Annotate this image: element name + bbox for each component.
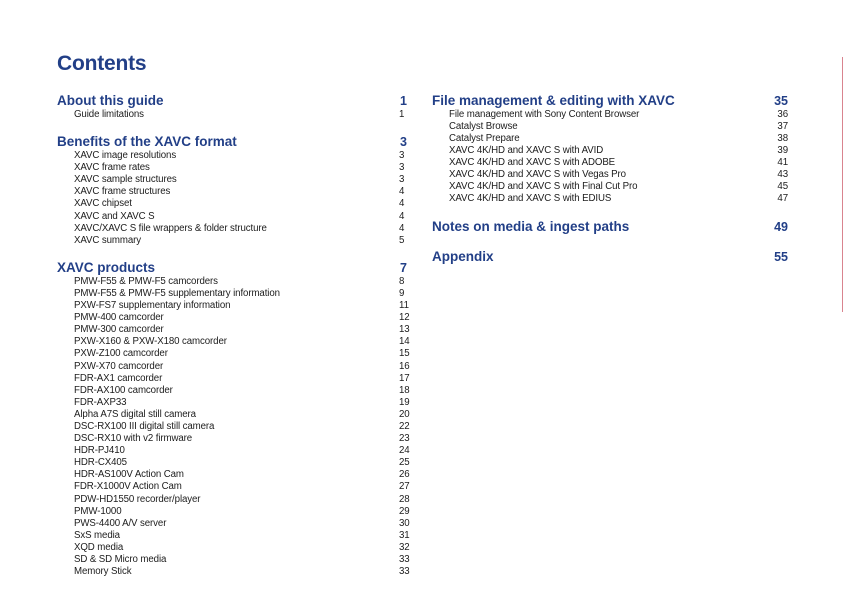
section-title: Appendix [432,249,494,264]
entry-label: Catalyst Prepare [449,133,520,144]
entry-label: XAVC and XAVC S [74,210,155,222]
entry-label: XAVC 4K/HD and XAVC S with Final Cut Pro [449,181,638,192]
toc-entries [57,150,407,247]
entry-label: Memory Stick [74,566,132,578]
entry-label: SxS media [74,529,120,541]
entry-label: File management with Sony Content Browser [449,109,640,120]
section-page: 49 [774,220,788,234]
toc-entries [432,109,788,205]
entry-page: 27 [399,481,410,493]
toc-entry[interactable] [57,288,407,300]
entry-page: 41 [777,157,788,168]
toc-entry[interactable] [432,169,788,181]
toc-entry[interactable] [57,457,410,469]
entry-page: 8 [399,275,405,287]
toc-entry[interactable] [57,517,410,530]
entry-page: 20 [399,408,410,420]
toc-section-heading[interactable] [432,249,788,265]
toc-section-heading[interactable] [432,219,788,235]
entry-page: 4 [399,210,405,222]
toc-entry[interactable] [432,181,788,193]
entry-page: 4 [399,186,405,198]
toc-entry[interactable] [57,276,407,288]
toc-section-heading[interactable] [432,93,788,109]
toc-entry[interactable] [57,420,410,433]
entry-page: 5 [399,234,405,246]
entry-page: 33 [399,554,410,565]
entry-page: 39 [777,145,788,156]
entry-page: 14 [399,336,410,348]
entry-page: 19 [399,396,410,408]
toc-entry[interactable] [57,433,410,445]
entry-label: FDR-X1000V Action Cam [74,481,182,493]
entry-page: 4 [399,222,405,234]
toc-entry[interactable] [57,235,407,247]
entry-label: PDW-HD1550 recorder/player [74,493,201,505]
entry-label: XAVC 4K/HD and XAVC S with ADOBE [449,157,616,168]
toc-entry[interactable] [57,360,410,373]
entry-page: 37 [777,121,788,132]
entry-label: Guide limitations [74,109,144,120]
toc-section [432,93,788,205]
entry-label: XAVC/XAVC S file wrappers & folder structure [74,222,267,234]
entry-label: XAVC sample structures [74,174,177,186]
toc-section [57,93,407,121]
toc-entry[interactable] [432,109,788,121]
entry-page: 32 [399,541,410,553]
entry-page: 25 [399,457,410,469]
entry-page: 3 [399,162,405,174]
entry-label: Catalyst Browse [449,121,518,132]
toc-entry[interactable] [57,324,410,336]
toc-entry[interactable] [57,493,410,506]
toc-entry[interactable] [57,566,410,578]
section-page: 3 [400,135,407,150]
entry-page: 12 [399,312,410,324]
toc-entries [57,109,407,121]
entry-label: FDR-AX1 camcorder [74,372,163,384]
entry-page: 23 [399,433,410,445]
toc-entry[interactable] [432,145,788,157]
entry-page: 26 [399,469,410,481]
toc-entry[interactable] [432,157,788,169]
toc-entry[interactable] [57,186,407,198]
toc-entry[interactable] [57,469,410,481]
entry-page: 33 [399,566,410,578]
section-page: 55 [774,250,788,264]
toc-entry[interactable] [57,529,410,542]
entry-label: Alpha A7S digital still camera [74,408,196,420]
toc-entry[interactable] [57,505,410,518]
entry-page: 30 [399,517,410,529]
entry-page: 43 [777,169,788,180]
toc-entries [57,275,410,578]
page-edge-rule [842,57,843,312]
section-page: 1 [400,94,407,108]
entry-page: 4 [399,198,405,210]
entry-label: XAVC 4K/HD and XAVC S with EDIUS [449,193,612,204]
toc-entry[interactable] [57,554,410,566]
toc-entry[interactable] [57,336,410,348]
entry-page: 3 [399,174,405,186]
entry-label: XAVC 4K/HD and XAVC S with Vegas Pro [449,169,626,180]
section-page: 7 [400,260,407,275]
toc-section-heading[interactable] [57,93,407,109]
entry-page: 22 [399,420,410,432]
toc-section-heading[interactable] [57,260,407,276]
entry-page: 1 [399,109,405,120]
toc-entry[interactable] [432,133,788,145]
toc-entry[interactable] [57,150,407,162]
entry-page: 3 [399,150,405,162]
entry-label: PMW-F55 & PMW-F5 camcorders [74,275,218,287]
entry-page: 28 [399,493,410,505]
toc-entry[interactable] [57,408,410,421]
entry-label: HDR-PJ410 [74,445,125,457]
entry-label: PXW-Z100 camcorder [74,348,168,360]
toc-left-column [57,93,410,583]
entry-label: XAVC image resolutions [74,150,177,162]
toc-entry[interactable] [57,312,410,324]
entry-page: 24 [399,445,410,457]
entry-label: PMW-400 camcorder [74,312,164,324]
entry-page: 45 [777,181,788,192]
entry-label: FDR-AXP33 [74,396,127,408]
entry-page: 18 [399,384,410,396]
toc-entry[interactable] [57,223,407,235]
toc-entry[interactable] [57,211,407,223]
entry-label: DSC-RX10 with v2 firmware [74,433,193,445]
entry-label: PMW-1000 [74,505,122,517]
entry-page: 11 [399,300,409,312]
entry-label: PMW-F55 & PMW-F5 supplementary information [74,287,280,299]
toc-section [432,219,788,235]
entry-page: 16 [399,360,410,372]
section-title: File management & editing with XAVC [432,93,675,108]
entry-label: XAVC summary [74,234,141,246]
toc-section [57,259,410,578]
toc-entry[interactable] [57,198,407,210]
entry-label: HDR-AS100V Action Cam [74,469,184,481]
toc-entry[interactable] [57,372,410,385]
entry-label: XQD media [74,541,124,553]
toc-entry[interactable] [57,162,407,174]
section-title: Benefits of the XAVC format [57,134,237,150]
entry-label: PMW-300 camcorder [74,324,164,336]
entry-page: 9 [399,287,405,299]
section-title: XAVC products [57,259,156,275]
entry-page: 31 [399,529,410,541]
entry-label: PXW-FS7 supplementary information [74,300,231,312]
entry-page: 15 [399,348,410,360]
toc-entry[interactable] [57,541,410,554]
toc-section-heading[interactable] [57,134,407,150]
entry-page: 36 [777,109,788,120]
toc-right-column [432,93,788,265]
entry-label: XAVC 4K/HD and XAVC S with AVID [449,145,604,156]
toc-section [432,249,788,265]
entry-page: 29 [399,505,410,517]
entry-page: 47 [777,193,788,204]
toc-entry[interactable] [57,481,410,493]
entry-page: 13 [399,324,410,336]
entry-label: SD & SD Micro media [74,554,167,565]
toc-entry[interactable] [57,348,410,360]
toc-entry[interactable] [57,396,410,409]
entry-label: XAVC chipset [74,198,132,210]
toc-entry[interactable] [432,193,788,205]
toc-entry[interactable] [57,445,410,457]
entry-label: PWS-4400 A/V server [74,517,167,529]
entry-label: PXW-X160 & PXW-X180 camcorder [74,336,227,348]
entry-label: FDR-AX100 camcorder [74,384,173,396]
toc-entry[interactable] [57,384,410,397]
entry-label: DSC-RX100 III digital still camera [74,420,215,432]
entry-page: 17 [399,372,410,384]
section-title: Notes on media & ingest paths [432,219,630,234]
toc-entry[interactable] [57,174,407,186]
entry-label: PXW-X70 camcorder [74,360,164,372]
toc-entry[interactable] [432,121,788,133]
toc-section [57,134,407,247]
section-page: 35 [774,94,788,108]
toc-entry[interactable] [57,300,407,312]
entry-page: 38 [777,133,788,144]
toc-entry[interactable] [57,109,407,121]
section-title: About this guide [57,93,164,108]
page-title: Contents [57,52,147,75]
entry-label: XAVC frame structures [74,186,171,198]
entry-label: XAVC frame rates [74,162,150,174]
entry-label: HDR-CX405 [74,457,127,469]
